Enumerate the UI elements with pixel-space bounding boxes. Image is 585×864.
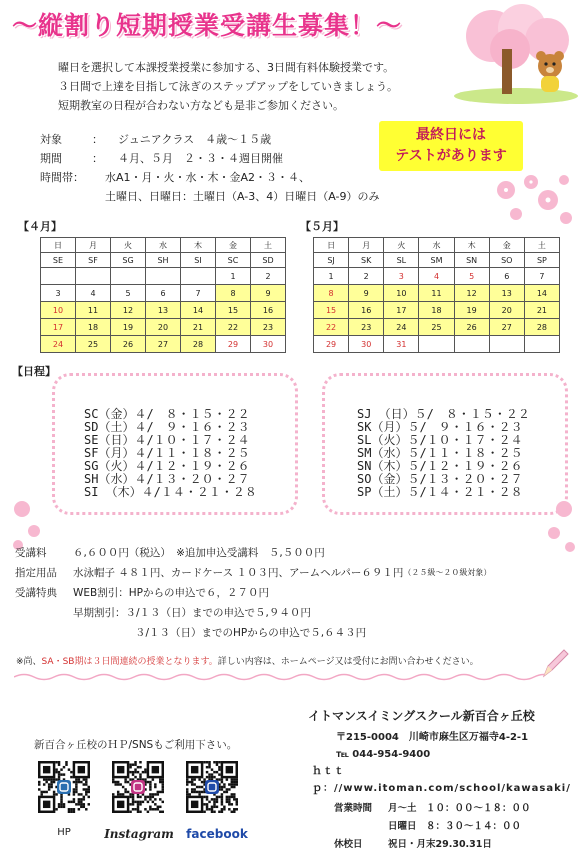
weekday-header: 火: [111, 238, 146, 253]
time-label: 時間帯：: [40, 171, 84, 184]
calendar-day-cell: 28: [181, 336, 216, 353]
calendar-day-cell: 16: [349, 302, 384, 319]
calendar-day-cell: 30: [251, 336, 286, 353]
calendar-day-cell: 18: [76, 319, 111, 336]
calendar-day-cell: [146, 268, 181, 285]
weekday-header: 木: [454, 238, 489, 253]
calendar-day-cell: 23: [251, 319, 286, 336]
weekday-header: 月: [349, 238, 384, 253]
calendar-day-cell: 9: [251, 285, 286, 302]
calendar-day-cell: 5: [111, 285, 146, 302]
may-schedule: [357, 408, 530, 499]
weekday-header: 日: [41, 238, 76, 253]
calendar-day-cell: 25: [419, 319, 454, 336]
class-code-cell: SC: [216, 253, 251, 268]
calendar-day-cell: 26: [111, 336, 146, 353]
calendar-day-cell: [524, 336, 559, 353]
class-code-cell: SI: [181, 253, 216, 268]
calendar-day-cell: 6: [146, 285, 181, 302]
class-code-cell: SJ: [314, 253, 349, 268]
target-value: ジュニアクラス ４歳〜１５歳: [118, 133, 272, 146]
cherry-blossom-decoration: [486, 170, 576, 230]
schedule-row: SK（月）５/ ９・１６・２３: [357, 420, 523, 434]
calendar-day-cell: 27: [489, 319, 524, 336]
business-hours: [334, 800, 531, 854]
schedule-row: SC（金）４/ ８・１５・２２: [84, 407, 250, 421]
calendar-day-cell: 1: [314, 268, 349, 285]
facebook-label: facebook: [186, 827, 248, 841]
calendar-day-cell: [181, 268, 216, 285]
class-code-cell: SE: [41, 253, 76, 268]
benefit-label: 受講特典: [15, 587, 57, 599]
note-suffix: 詳しい内容は、ホームページ又は受付にお問い合わせください。: [217, 657, 479, 667]
intro-line: ３日間で上達を目指して泳ぎのステップアップをしていきましょう。: [58, 80, 399, 93]
calendar-day-cell: 27: [146, 336, 181, 353]
pencil-icon: [540, 648, 570, 680]
intro-line: 曜日を選択して本課授業授業に参加する、3日間有料体験授業です。: [58, 61, 395, 74]
early-discount: 早期割引：３/１３（日）までの申込で５,９４０円: [73, 607, 311, 619]
class-code-cell: SD: [251, 253, 286, 268]
calendar-day-cell: [419, 336, 454, 353]
calendar-day-cell: 7: [524, 268, 559, 285]
calendar-day-cell: 12: [111, 302, 146, 319]
calendar-day-cell: 13: [146, 302, 181, 319]
schedule-row: SM（水）５/１１・１８・２５: [357, 446, 523, 460]
calendar-day-cell: 24: [41, 336, 76, 353]
class-code-cell: SF: [76, 253, 111, 268]
schedule-row: SP（土）５/１４・２１・２８: [357, 485, 523, 499]
wavy-line-decoration: [14, 672, 544, 682]
note-red: SA・SB期は３日間連続の授業となります。: [41, 657, 218, 667]
weekday-header: 火: [384, 238, 419, 253]
fee-label: 受講料: [15, 547, 47, 559]
weekday-header: 水: [419, 238, 454, 253]
weekday-header: 金: [216, 238, 251, 253]
hours-key: 休校日: [334, 839, 363, 850]
schedule-row: SI （木）４/１４・２１・２８: [84, 485, 257, 499]
final-box-line2: テストがあります: [395, 148, 507, 164]
calendar-day-cell: 7: [181, 285, 216, 302]
calendar-day-cell: [41, 268, 76, 285]
schedule-row: SO（金）５/１３・２０・２７: [357, 472, 523, 486]
calendar-day-cell: 23: [349, 319, 384, 336]
calendar-day-cell: 17: [384, 302, 419, 319]
page-title: 〜縦割り短期授業受講生募集！〜: [12, 11, 403, 40]
calendar-day-cell: [111, 268, 146, 285]
calendar-day-cell: 2: [349, 268, 384, 285]
may-calendar: [313, 237, 560, 353]
hours-value: 祝日・月末29.30.31日: [388, 839, 492, 850]
calendar-day-cell: 14: [181, 302, 216, 319]
hp-label: HP: [57, 827, 71, 838]
calendar-day-cell: 31: [384, 336, 419, 353]
calendar-day-cell: 19: [454, 302, 489, 319]
class-code-cell: SG: [111, 253, 146, 268]
schedule-row: SN（木）５/１２・１９・２６: [357, 459, 523, 473]
april-label: 【４月】: [18, 220, 62, 233]
calendar-day-cell: 3: [384, 268, 419, 285]
calendar-day-cell: 28: [524, 319, 559, 336]
calendar-day-cell: 29: [216, 336, 251, 353]
calendar-day-cell: 1: [216, 268, 251, 285]
calendar-day-cell: 9: [349, 285, 384, 302]
early-hp-discount: ３/１３（日）までのHPからの申込で５,６４３円: [135, 627, 367, 639]
cherry-tree-bear-illustration: [452, 4, 580, 104]
final-day-test-notice: [379, 121, 523, 171]
school-info: [308, 708, 578, 797]
class-code-cell: SL: [384, 253, 419, 268]
schedule-row: SD（土）４/ ９・１６・２３: [84, 420, 250, 434]
calendar-day-cell: 22: [216, 319, 251, 336]
schedule-row: SE（日）４/１０・１７・２４: [84, 433, 250, 447]
schedule-row: SF（月）４/１１・１８・２５: [84, 446, 250, 460]
items-label: 指定用品: [15, 567, 57, 579]
april-calendar: [40, 237, 286, 353]
class-code-cell: SM: [419, 253, 454, 268]
calendar-day-cell: [489, 336, 524, 353]
instagram-label: Instagram: [104, 827, 174, 841]
calendar-day-cell: 11: [419, 285, 454, 302]
calendar-day-cell: 4: [76, 285, 111, 302]
time-value-weekend: 土曜日、日曜日：土曜日（A-3、4）日曜日（A-9）のみ: [105, 190, 380, 203]
may-label: 【５月】: [300, 220, 344, 233]
web-discount: WEB割引：HPからの申込で６，２７０円: [73, 587, 269, 599]
items-note: （２５級〜２０級対象）: [403, 568, 492, 577]
calendar-day-cell: 10: [41, 302, 76, 319]
hours-value: 日曜日 ８：３０〜１４：００: [388, 821, 522, 832]
period-value: ４月、５月 ２・３・４週目開催: [118, 152, 283, 165]
calendar-day-cell: 13: [489, 285, 524, 302]
calendar-day-cell: 4: [419, 268, 454, 285]
calendar-day-cell: 10: [384, 285, 419, 302]
calendar-day-cell: 8: [216, 285, 251, 302]
calendar-day-cell: 20: [146, 319, 181, 336]
calendar-day-cell: 22: [314, 319, 349, 336]
calendar-day-cell: 16: [251, 302, 286, 319]
class-code-cell: SP: [524, 253, 559, 268]
calendar-day-cell: 6: [489, 268, 524, 285]
period-label: 期間: [40, 152, 62, 165]
calendar-day-cell: 18: [419, 302, 454, 319]
schedule-row: SL（火）５/１０・１７・２４: [357, 433, 523, 447]
calendar-day-cell: 17: [41, 319, 76, 336]
hp-qr-code[interactable]: [38, 761, 90, 813]
calendar-day-cell: 21: [181, 319, 216, 336]
calendar-day-cell: 12: [454, 285, 489, 302]
sns-text: 新百合ヶ丘校のＨＰ/SNSもご利用下さい。: [34, 739, 238, 751]
schedule-row: SH（水）４/１３・２０・２７: [84, 472, 250, 486]
schedule-label: 【日程】: [12, 365, 56, 378]
calendar-day-cell: [76, 268, 111, 285]
colon: ：: [92, 152, 103, 165]
school-address: 〒215-0004 川崎市麻生区万福寺4-2-1: [336, 732, 529, 743]
class-code-cell: SN: [454, 253, 489, 268]
notice-text: [16, 654, 546, 672]
calendar-day-cell: 30: [349, 336, 384, 353]
schedule-row: SG（火）４/１２・１９・２６: [84, 459, 250, 473]
weekday-header: 水: [146, 238, 181, 253]
calendar-day-cell: 3: [41, 285, 76, 302]
calendar-day-cell: 11: [76, 302, 111, 319]
weekday-header: 金: [489, 238, 524, 253]
colon: ：: [92, 133, 103, 146]
intro-text: [58, 58, 448, 115]
calendar-day-cell: 15: [216, 302, 251, 319]
school-url[interactable]: ｈｔｔｐ：//www.itoman.com/school/kawasaki/: [312, 766, 571, 794]
calendar-day-cell: 29: [314, 336, 349, 353]
calendar-day-cell: 26: [454, 319, 489, 336]
calendar-day-cell: 5: [454, 268, 489, 285]
weekday-header: 木: [181, 238, 216, 253]
instagram-qr-code[interactable]: [112, 761, 164, 813]
weekday-header: 土: [251, 238, 286, 253]
target-label: 対象: [40, 133, 62, 146]
school-tel: ℡ 044-954-9400: [336, 749, 431, 760]
facebook-qr-code[interactable]: [186, 761, 238, 813]
hours-key: [334, 818, 388, 836]
calendar-day-cell: 8: [314, 285, 349, 302]
class-code-cell: SH: [146, 253, 181, 268]
weekday-header: 月: [76, 238, 111, 253]
calendar-day-cell: 21: [524, 302, 559, 319]
school-name: イトマンスイミングスクール新百合ヶ丘校: [308, 709, 535, 723]
calendar-day-cell: 19: [111, 319, 146, 336]
calendar-day-cell: 25: [76, 336, 111, 353]
class-code-cell: SO: [489, 253, 524, 268]
final-box-line1: 最終日には: [416, 127, 486, 143]
note-prefix: ※尚、: [16, 657, 42, 667]
calendar-day-cell: 2: [251, 268, 286, 285]
calendar-day-cell: 15: [314, 302, 349, 319]
hours-value: 月〜土 １０：００〜１８：００: [388, 803, 531, 814]
calendar-day-cell: [454, 336, 489, 353]
time-value: 水A1・月・火・水・木・金A2・３・４、: [105, 171, 311, 184]
hours-key: 営業時間: [334, 803, 373, 814]
calendar-day-cell: 20: [489, 302, 524, 319]
items-value: 水泳帽子 ４８１円、カードケース １０３円、アームヘルパー６９１円: [73, 567, 404, 579]
class-code-cell: SK: [349, 253, 384, 268]
schedule-row: SJ （日）５/ ８・１５・２２: [357, 407, 530, 421]
fees-section: [15, 543, 575, 643]
intro-line: 短期教室の日程が合わない方なども是非ご参加ください。: [58, 99, 344, 112]
calendar-day-cell: 14: [524, 285, 559, 302]
weekday-header: 日: [314, 238, 349, 253]
calendar-day-cell: 24: [384, 319, 419, 336]
weekday-header: 土: [524, 238, 559, 253]
fee-value: ６,６００円（税込） ※追加申込受講料 ５,５００円: [73, 547, 325, 559]
april-schedule: [84, 408, 257, 499]
